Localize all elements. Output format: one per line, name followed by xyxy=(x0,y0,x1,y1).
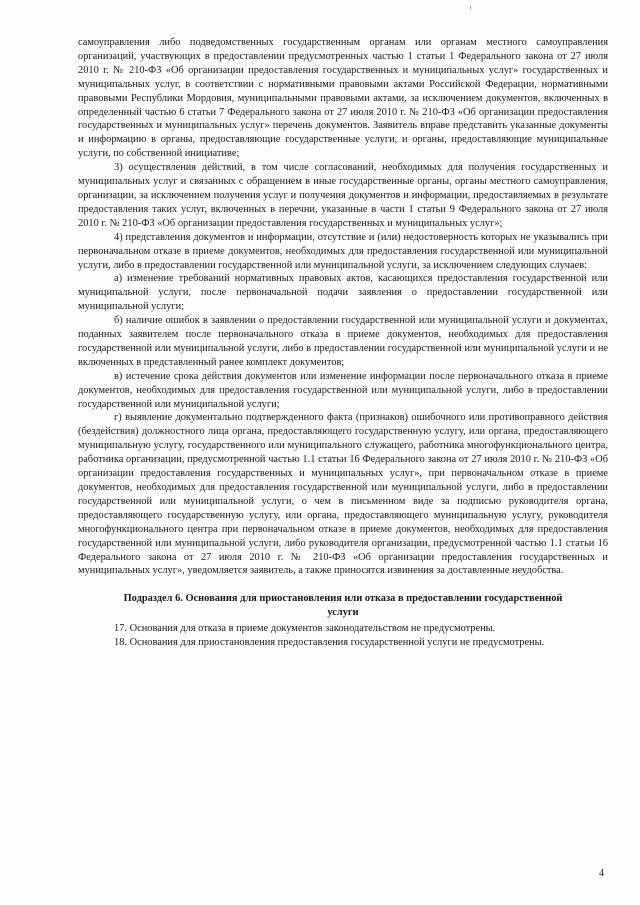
paragraph-item-4: 4) представления документов и информации, отсутствие и (или) недостоверность которых не указывались при первоначальном отказе в приеме документов, необходимых для предоставления государственной или муниципальной услуги, либо в предоставлении государственной или муниципальной услуги, за исключением следующих случаев: xyxy=(78,231,608,271)
paragraph-item-3: 3) осуществления действий, в том числе согласований, необходимых для получения государственных и муниципальных услуг и связанных с обращением в иные государственные органы, органы местного самоуправления, организации, за исключением получения услуг и получения документов и информации, предоставляемых в результате предоставления таких услуг, включенных в перечни, указанные в части 1 статьи 9 Федерального закона от 27 июля 2010 г. № 210-ФЗ «Об организации предоставления государственных и муниципальных услуг»; xyxy=(78,162,608,229)
page-number: 4 xyxy=(599,868,604,879)
paragraph-item-18: 18. Основания для приостановления предоставления государственной услуги не предусмотрены. xyxy=(114,637,545,649)
paragraph-continuation: самоуправления либо подведомственных государственным органам или органам местного самоуправления организаций, участвующих в предоставлении предусмотренных частью 1 статьи 1 Федерального закона от 27 июля 2010 г. № 210-ФЗ «Об организации предоставления государственных и муниципальных услуг» государственных и муниципальных услуг, в соответствии с нормативными правовыми актами Российской Федерации, нормативными правовыми Республики Мордовия, муниципальными правовыми актами, за исключением документов, включенных в определенный частью 6 статьи 7 Федерального закона от 27 июля 2010 г. № 210-ФЗ «Об организации предоставления государственных и муниципальных услуг» перечень документов. Заявитель вправе представить указанные документы и информацию в органы, предоставляющие государственные услуги, и органы, предоставляющие муниципальные услуги, по собственной инициативе; xyxy=(78,37,608,160)
paragraph-item-17: 17. Основания для отказа в приеме документов законодательством не предусмотрены. xyxy=(114,623,496,635)
scan-artifact xyxy=(470,6,471,9)
paragraph-subitem-g: г) выявление документально подтвержденного факта (признаков) ошибочного или противоправного действия (бездействия) должностного лица органа, предоставляющего государственную услугу, или органа, предоставляющего муниципальную услугу, государственного или муниципального служащего, работника многофункционального центра, работника организации, предусмотренной частью 1.1 статьи 16 Федерального закона от 27 июля 2010 г. № 210-ФЗ «Об организации предоставления государственных и муниципальных услуг», при первоначальном отказе в приеме документов, необходимых для предоставления государственной или муниципальной услуги, либо в предоставлении государственной или муниципальной услуги, о чем в письменном виде за подписью руководителя органа, предоставляющего государственную услугу, или органа, предоставляющего муниципальную услугу, руководителя многофункционального центра при первоначальном отказе в приеме документов, необходимых для предоставления государственной или муниципальной услуги, либо руководителя организации, предусмотренной частью 1.1 статьи 16 Федерального закона от 27 июля 2010 г. № 210-ФЗ «Об организации предоставления государственных и муниципальных услуг», уведомляется заявитель, а также приносятся извинения за доставленные неудобства. xyxy=(78,412,608,577)
paragraph-subitem-a: а) изменение требований нормативных правовых актов, касающихся предоставления государственной или муниципальной услуги, после первоначальной подачи заявления о предоставлении государственной или муниципальной услуги; xyxy=(78,273,608,313)
document-body xyxy=(78,36,608,650)
paragraph-subitem-b: б) наличие ошибок в заявлении о предоставлении государственной или муниципальной услуги и документах, поданных заявителем после первоначального отказа в приеме документов, необходимых для предоставления государственной или муниципальной услуги, либо в предоставлении государственной или муниципальной услуги и не включенных в представленный ранее комплект документов; xyxy=(78,315,608,368)
paragraph-subitem-v: в) истечение срока действия документов или изменение информации после первоначального отказа в приеме документов, необходимых для предоставления государственной или муниципальной услуги, либо в предоставлении государственной или муниципальной услуги; xyxy=(78,370,608,410)
section-heading: Подраздел 6. Основания для приостановления или отказа в предоставлении государственной услуги xyxy=(123,593,563,619)
